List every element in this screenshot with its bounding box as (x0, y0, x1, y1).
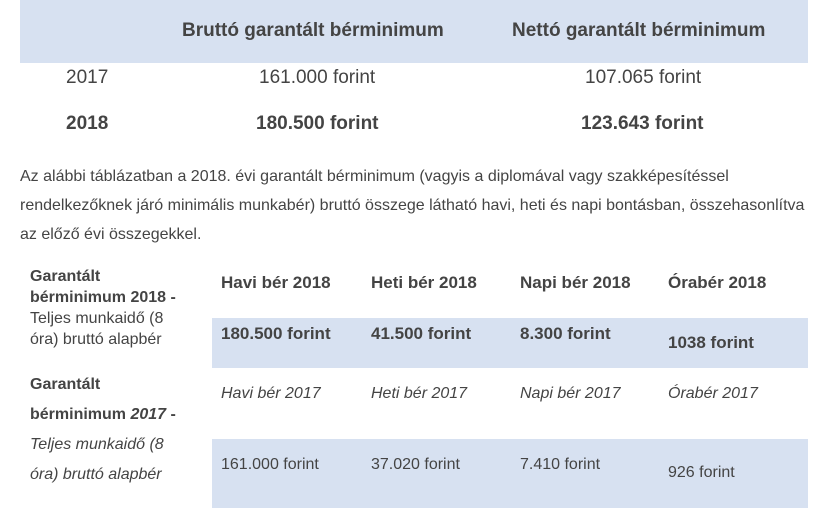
detail-table (0, 262, 827, 508)
side-title-a: Garantált (30, 268, 101, 285)
side-label-2017 (30, 370, 205, 490)
side-sub-b: óra) bruttó alapbér (30, 466, 162, 483)
side-title-a: Garantált (30, 376, 101, 393)
header-monthly-2017: Havi bér 2017 (221, 385, 321, 402)
net-cell: 123.643 forint (581, 113, 704, 134)
gross-header: Bruttó garantált bérminimum (182, 20, 444, 41)
intro-paragraph: Az alábbi táblázatban a 2018. évi garantált bérminimum (vagyis a diplomával vagy szakképesítéssel rendelkezőknek járó minimális munkabér) bruttó összege látható havi, heti és napi bontásban, összehasonlítva az előző évi összegekkel. (20, 168, 805, 243)
header-daily-2017: Napi bér 2017 (520, 385, 621, 402)
net-cell: 107.065 forint (585, 67, 702, 88)
value-monthly-2018: 180.500 forint (221, 324, 331, 343)
gross-cell: 161.000 forint (259, 67, 376, 88)
side-label-2018 (30, 266, 200, 350)
gross-cell: 180.500 forint (256, 113, 379, 134)
value-monthly-2017: 161.000 forint (221, 456, 319, 473)
table-row (20, 113, 808, 153)
value-weekly-2017: 37.020 forint (371, 456, 460, 473)
value-daily-2018: 8.300 forint (520, 324, 611, 343)
table-row (20, 67, 808, 107)
side-title-b: bérminimum 2018 - (30, 289, 176, 306)
side-title-b: bérminimum 2017 - (30, 406, 176, 423)
header-monthly-2018: Havi bér 2018 (221, 273, 331, 292)
header-weekly-2017: Heti bér 2017 (371, 385, 468, 402)
year-cell: 2017 (66, 67, 109, 88)
side-sub-a: Teljes munkaidő (8 (30, 310, 164, 327)
header-weekly-2018: Heti bér 2018 (371, 273, 477, 292)
summary-table (20, 0, 808, 143)
header-hourly-2018: Órabér 2018 (668, 273, 767, 292)
side-sub-a: Teljes munkaidő (8 (30, 436, 164, 453)
year-cell: 2018 (66, 113, 109, 134)
net-header: Nettó garantált bérminimum (512, 20, 766, 41)
summary-table-header (20, 0, 808, 63)
value-daily-2017: 7.410 forint (520, 456, 601, 473)
value-hourly-2018: 1038 forint (668, 333, 754, 352)
header-hourly-2017: Órabér 2017 (668, 385, 758, 402)
header-daily-2018: Napi bér 2018 (520, 273, 631, 292)
value-weekly-2018: 41.500 forint (371, 324, 472, 343)
value-hourly-2017: 926 forint (668, 464, 735, 481)
side-sub-b: óra) bruttó alapbér (30, 331, 162, 348)
